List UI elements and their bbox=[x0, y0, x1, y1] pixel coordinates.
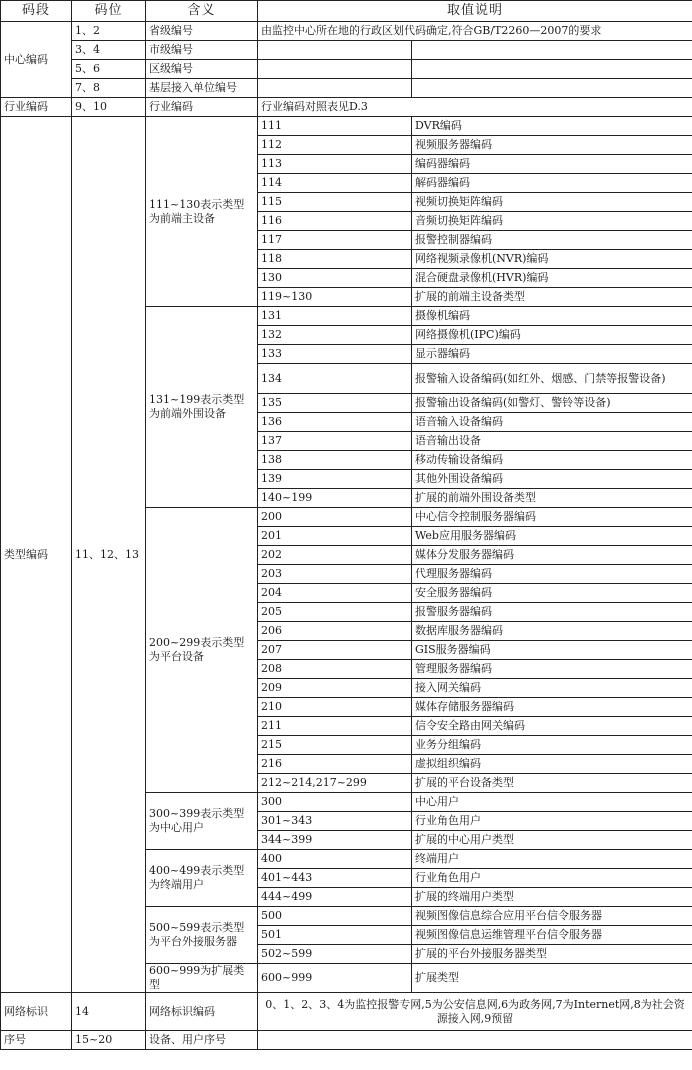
type-code-cell: 119~130 bbox=[258, 288, 412, 307]
type-description-cell: 报警服务器编码 bbox=[412, 603, 692, 622]
note-cell-empty bbox=[412, 79, 692, 98]
type-description-cell: 视频图像信息综合应用平台信令服务器 bbox=[412, 907, 692, 926]
type-description-cell: 视频图像信息运维管理平台信令服务器 bbox=[412, 926, 692, 945]
type-code-cell: 400 bbox=[258, 850, 412, 869]
meaning-cell: 设备、用户序号 bbox=[146, 1031, 258, 1050]
type-description-cell: 代理服务器编码 bbox=[412, 565, 692, 584]
type-code-cell: 133 bbox=[258, 345, 412, 364]
note-cell-empty bbox=[412, 41, 692, 60]
type-code-cell: 202 bbox=[258, 546, 412, 565]
type-description-cell: 媒体分发服务器编码 bbox=[412, 546, 692, 565]
type-description-cell: 解码器编码 bbox=[412, 174, 692, 193]
type-description-cell: 管理服务器编码 bbox=[412, 660, 692, 679]
meaning-cell: 网络标识编码 bbox=[146, 993, 258, 1031]
type-description-cell: 网络摄像机(IPC)编码 bbox=[412, 326, 692, 345]
type-description-cell: 业务分组编码 bbox=[412, 736, 692, 755]
position-cell: 1、2 bbox=[72, 22, 146, 41]
type-description-cell: 扩展的中心用户类型 bbox=[412, 831, 692, 850]
type-code-cell: 201 bbox=[258, 527, 412, 546]
type-code-cell: 140~199 bbox=[258, 489, 412, 508]
type-description-cell: 安全服务器编码 bbox=[412, 584, 692, 603]
note-cell: 由监控中心所在地的行政区划代码确定,符合GB/T2260—2007的要求 bbox=[258, 22, 692, 41]
type-code-cell: 444~499 bbox=[258, 888, 412, 907]
note-cell bbox=[258, 41, 412, 60]
type-code-cell: 301~343 bbox=[258, 812, 412, 831]
meaning-cell: 省级编号 bbox=[146, 22, 258, 41]
type-description-cell: 中心用户 bbox=[412, 793, 692, 812]
table-row bbox=[1, 98, 692, 117]
position-cell: 15~20 bbox=[72, 1031, 146, 1050]
type-description-cell: 视频切换矩阵编码 bbox=[412, 193, 692, 212]
type-code-cell: 212~214,217~299 bbox=[258, 774, 412, 793]
type-code-cell: 204 bbox=[258, 584, 412, 603]
type-description-cell: 行业角色用户 bbox=[412, 869, 692, 888]
type-description-cell: 扩展类型 bbox=[412, 964, 692, 993]
type-description-cell: GIS服务器编码 bbox=[412, 641, 692, 660]
type-description-cell: 扩展的平台外接服务器类型 bbox=[412, 945, 692, 964]
type-group-label: 300~399表示类型为中心用户 bbox=[146, 793, 258, 850]
note-cell bbox=[258, 1031, 692, 1050]
note-cell bbox=[258, 79, 412, 98]
segment-cell: 序号 bbox=[1, 1031, 72, 1050]
type-code-cell: 216 bbox=[258, 755, 412, 774]
type-description-cell: 数据库服务器编码 bbox=[412, 622, 692, 641]
type-code-cell: 211 bbox=[258, 717, 412, 736]
type-description-cell: 虚拟组织编码 bbox=[412, 755, 692, 774]
type-code-cell: 117 bbox=[258, 231, 412, 250]
type-group-label: 111~130表示类型为前端主设备 bbox=[146, 117, 258, 307]
table-row bbox=[1, 993, 692, 1031]
type-description-cell: DVR编码 bbox=[412, 117, 692, 136]
table-body bbox=[1, 22, 692, 1050]
type-code-cell: 118 bbox=[258, 250, 412, 269]
segment-cell: 类型编码 bbox=[1, 117, 72, 993]
type-code-cell: 401~443 bbox=[258, 869, 412, 888]
note-cell bbox=[258, 60, 412, 79]
type-code-cell: 207 bbox=[258, 641, 412, 660]
segment-cell: 网络标识 bbox=[1, 993, 72, 1031]
type-description-cell: 编码器编码 bbox=[412, 155, 692, 174]
type-code-cell: 113 bbox=[258, 155, 412, 174]
table-row bbox=[1, 117, 692, 136]
position-cell: 11、12、13 bbox=[72, 117, 146, 993]
type-group-label: 600~999为扩展类型 bbox=[146, 964, 258, 993]
note-cell: 0、1、2、3、4为监控报警专网,5为公安信息网,6为政务网,7为Internet网,8为社会资源接入网,9预留 bbox=[258, 993, 692, 1031]
type-description-cell: 媒体存储服务器编码 bbox=[412, 698, 692, 717]
type-code-cell: 134 bbox=[258, 364, 412, 394]
type-group-label: 200~299表示类型为平台设备 bbox=[146, 508, 258, 793]
type-code-cell: 116 bbox=[258, 212, 412, 231]
type-description-cell: 音频切换矩阵编码 bbox=[412, 212, 692, 231]
type-description-cell: 扩展的前端外围设备类型 bbox=[412, 489, 692, 508]
meaning-cell: 区级编号 bbox=[146, 60, 258, 79]
type-code-cell: 206 bbox=[258, 622, 412, 641]
type-description-cell: 扩展的平台设备类型 bbox=[412, 774, 692, 793]
type-description-cell: 其他外围设备编码 bbox=[412, 470, 692, 489]
header-row bbox=[1, 1, 692, 22]
table-row bbox=[1, 1031, 692, 1050]
type-code-cell: 208 bbox=[258, 660, 412, 679]
type-description-cell: 语音输入设备编码 bbox=[412, 413, 692, 432]
type-description-cell: 扩展的终端用户类型 bbox=[412, 888, 692, 907]
position-cell: 3、4 bbox=[72, 41, 146, 60]
type-code-cell: 200 bbox=[258, 508, 412, 527]
header-segment: 码段 bbox=[1, 1, 72, 22]
type-code-cell: 131 bbox=[258, 307, 412, 326]
type-description-cell: 信令安全路由网关编码 bbox=[412, 717, 692, 736]
type-description-cell: 行业角色用户 bbox=[412, 812, 692, 831]
type-code-cell: 132 bbox=[258, 326, 412, 345]
position-cell: 5、6 bbox=[72, 60, 146, 79]
position-cell: 9、10 bbox=[72, 98, 146, 117]
type-description-cell: 扩展的前端主设备类型 bbox=[412, 288, 692, 307]
segment-cell: 中心编码 bbox=[1, 22, 72, 98]
type-code-cell: 111 bbox=[258, 117, 412, 136]
type-code-cell: 136 bbox=[258, 413, 412, 432]
type-code-cell: 115 bbox=[258, 193, 412, 212]
type-description-cell: 中心信令控制服务器编码 bbox=[412, 508, 692, 527]
type-code-cell: 139 bbox=[258, 470, 412, 489]
table-row bbox=[1, 41, 692, 60]
header-position: 码位 bbox=[72, 1, 146, 22]
type-code-cell: 138 bbox=[258, 451, 412, 470]
type-code-cell: 600~999 bbox=[258, 964, 412, 993]
position-cell: 14 bbox=[72, 993, 146, 1031]
type-code-cell: 114 bbox=[258, 174, 412, 193]
segment-cell: 行业编码 bbox=[1, 98, 72, 117]
type-code-cell: 210 bbox=[258, 698, 412, 717]
type-code-cell: 137 bbox=[258, 432, 412, 451]
type-code-cell: 215 bbox=[258, 736, 412, 755]
type-description-cell: 混合硬盘录像机(HVR)编码 bbox=[412, 269, 692, 288]
type-description-cell: 报警输入设备编码(如红外、烟感、门禁等报警设备) bbox=[412, 364, 692, 394]
type-code-cell: 502~599 bbox=[258, 945, 412, 964]
type-description-cell: 终端用户 bbox=[412, 850, 692, 869]
type-code-cell: 203 bbox=[258, 565, 412, 584]
type-code-cell: 501 bbox=[258, 926, 412, 945]
meaning-cell: 基层接入单位编号 bbox=[146, 79, 258, 98]
type-code-cell: 300 bbox=[258, 793, 412, 812]
type-description-cell: Web应用服务器编码 bbox=[412, 527, 692, 546]
note-cell: 行业编码对照表见D.3 bbox=[258, 98, 692, 117]
note-cell-empty bbox=[412, 60, 692, 79]
type-group-label: 131~199表示类型为前端外围设备 bbox=[146, 307, 258, 508]
type-group-label: 500~599表示类型为平台外接服务器 bbox=[146, 907, 258, 964]
type-group-label: 400~499表示类型为终端用户 bbox=[146, 850, 258, 907]
type-code-cell: 344~399 bbox=[258, 831, 412, 850]
type-code-cell: 112 bbox=[258, 136, 412, 155]
position-cell: 7、8 bbox=[72, 79, 146, 98]
meaning-cell: 市级编号 bbox=[146, 41, 258, 60]
type-code-cell: 209 bbox=[258, 679, 412, 698]
table-row bbox=[1, 79, 692, 98]
header-value-description: 取值说明 bbox=[258, 1, 692, 22]
type-description-cell: 移动传输设备编码 bbox=[412, 451, 692, 470]
table-row bbox=[1, 22, 692, 41]
meaning-cell: 行业编码 bbox=[146, 98, 258, 117]
type-code-cell: 205 bbox=[258, 603, 412, 622]
type-description-cell: 网络视频录像机(NVR)编码 bbox=[412, 250, 692, 269]
type-description-cell: 报警控制器编码 bbox=[412, 231, 692, 250]
table-row bbox=[1, 60, 692, 79]
type-description-cell: 摄像机编码 bbox=[412, 307, 692, 326]
type-description-cell: 接入网关编码 bbox=[412, 679, 692, 698]
type-code-cell: 500 bbox=[258, 907, 412, 926]
type-description-cell: 视频服务器编码 bbox=[412, 136, 692, 155]
type-description-cell: 语音输出设备 bbox=[412, 432, 692, 451]
type-description-cell: 显示器编码 bbox=[412, 345, 692, 364]
header-meaning: 含义 bbox=[146, 1, 258, 22]
type-code-cell: 130 bbox=[258, 269, 412, 288]
type-description-cell: 报警输出设备编码(如警灯、警铃等设备) bbox=[412, 394, 692, 413]
type-code-cell: 135 bbox=[258, 394, 412, 413]
